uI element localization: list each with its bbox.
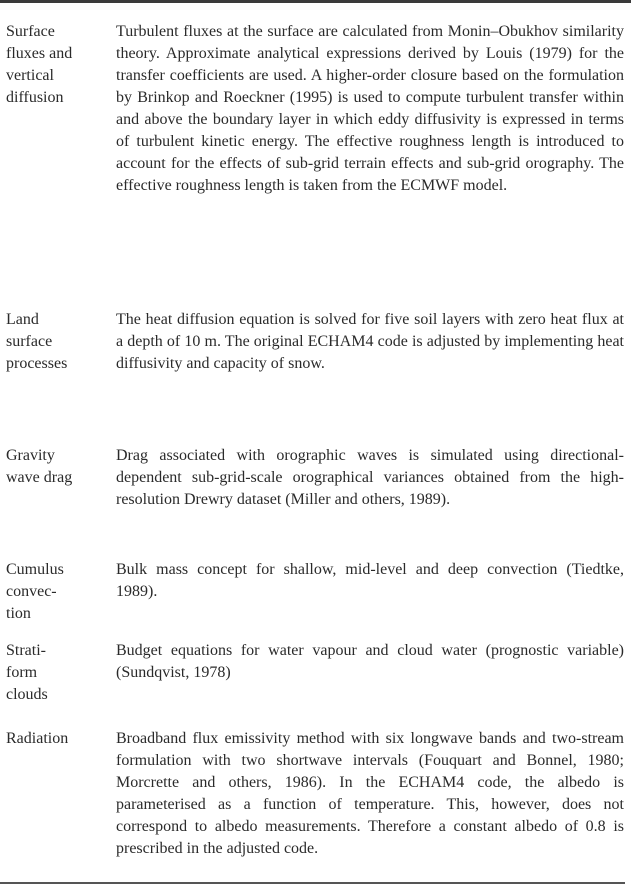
row-term: Radiation (6, 730, 69, 747)
row-description: Budget equations for water vapour and cloud water (prognostic variable) (Sundqvist, 1978) (116, 642, 624, 681)
row-term: Surface fluxes and vertical diffusion (6, 23, 73, 106)
row-description: Turbulent fluxes at the surface are calculated from Monin–Obukhov similarity theory. Approximate analytical expressions derived by Louis (1979) for the transfer coefficients are used. A higher-order closure based on the formulation by Brinkop and Roeckner (1995) is used to compute turbulent transfer within and above the boundary layer in which eddy diffusivity is expressed in terms of turbulent kinetic energy. The effective roughness length is introduced to account for the effects of sub-grid terrain effects and sub-grid orography. The effective roughness length is taken from the ECMWF model. (116, 23, 624, 194)
table-row-cumulus-convection (0, 559, 631, 640)
table-row-stratiform-clouds (0, 640, 631, 728)
row-description: Drag associated with orographic waves is simulated using directional-dependent sub-grid-scale orographical variances obtained from the high-resolution Drewry dataset (Miller and others, 1989). (116, 447, 624, 508)
table-row-surface-fluxes (0, 21, 631, 309)
table-row-gravity-wave-drag (0, 445, 631, 559)
row-term: Gravity wave drag (6, 447, 73, 486)
table-row-land-surface (0, 309, 631, 445)
table-top-rule (0, 0, 631, 3)
parameterization-table (0, 21, 631, 878)
row-description: The heat diffusion equation is solved for five soil layers with zero heat flux at a depth of 10 m. The original ECHAM4 code is adjusted by implementing heat diffusivity and capacity of snow. (116, 311, 624, 372)
row-term: Cumulus convec- tion (6, 561, 64, 622)
table-row-radiation (0, 728, 631, 878)
row-term: Strati- form clouds (6, 642, 48, 703)
row-description: Bulk mass concept for shallow, mid-level and deep convection (Tiedtke, 1989). (116, 561, 624, 600)
row-term: Land surface processes (6, 311, 68, 372)
table-bottom-rule (0, 882, 625, 884)
row-description: Broadband flux emissivity method with six longwave bands and two-stream formulation with two shortwave intervals (Fouquart and Bonnel, 1980; Morcrette and others, 1986). In the ECHAM4 code, the albedo is parameterised as a function of temperature. This, however, does not correspond to albedo measurements. Therefore a constant albedo of 0.8 is prescribed in the adjusted code. (116, 730, 624, 857)
